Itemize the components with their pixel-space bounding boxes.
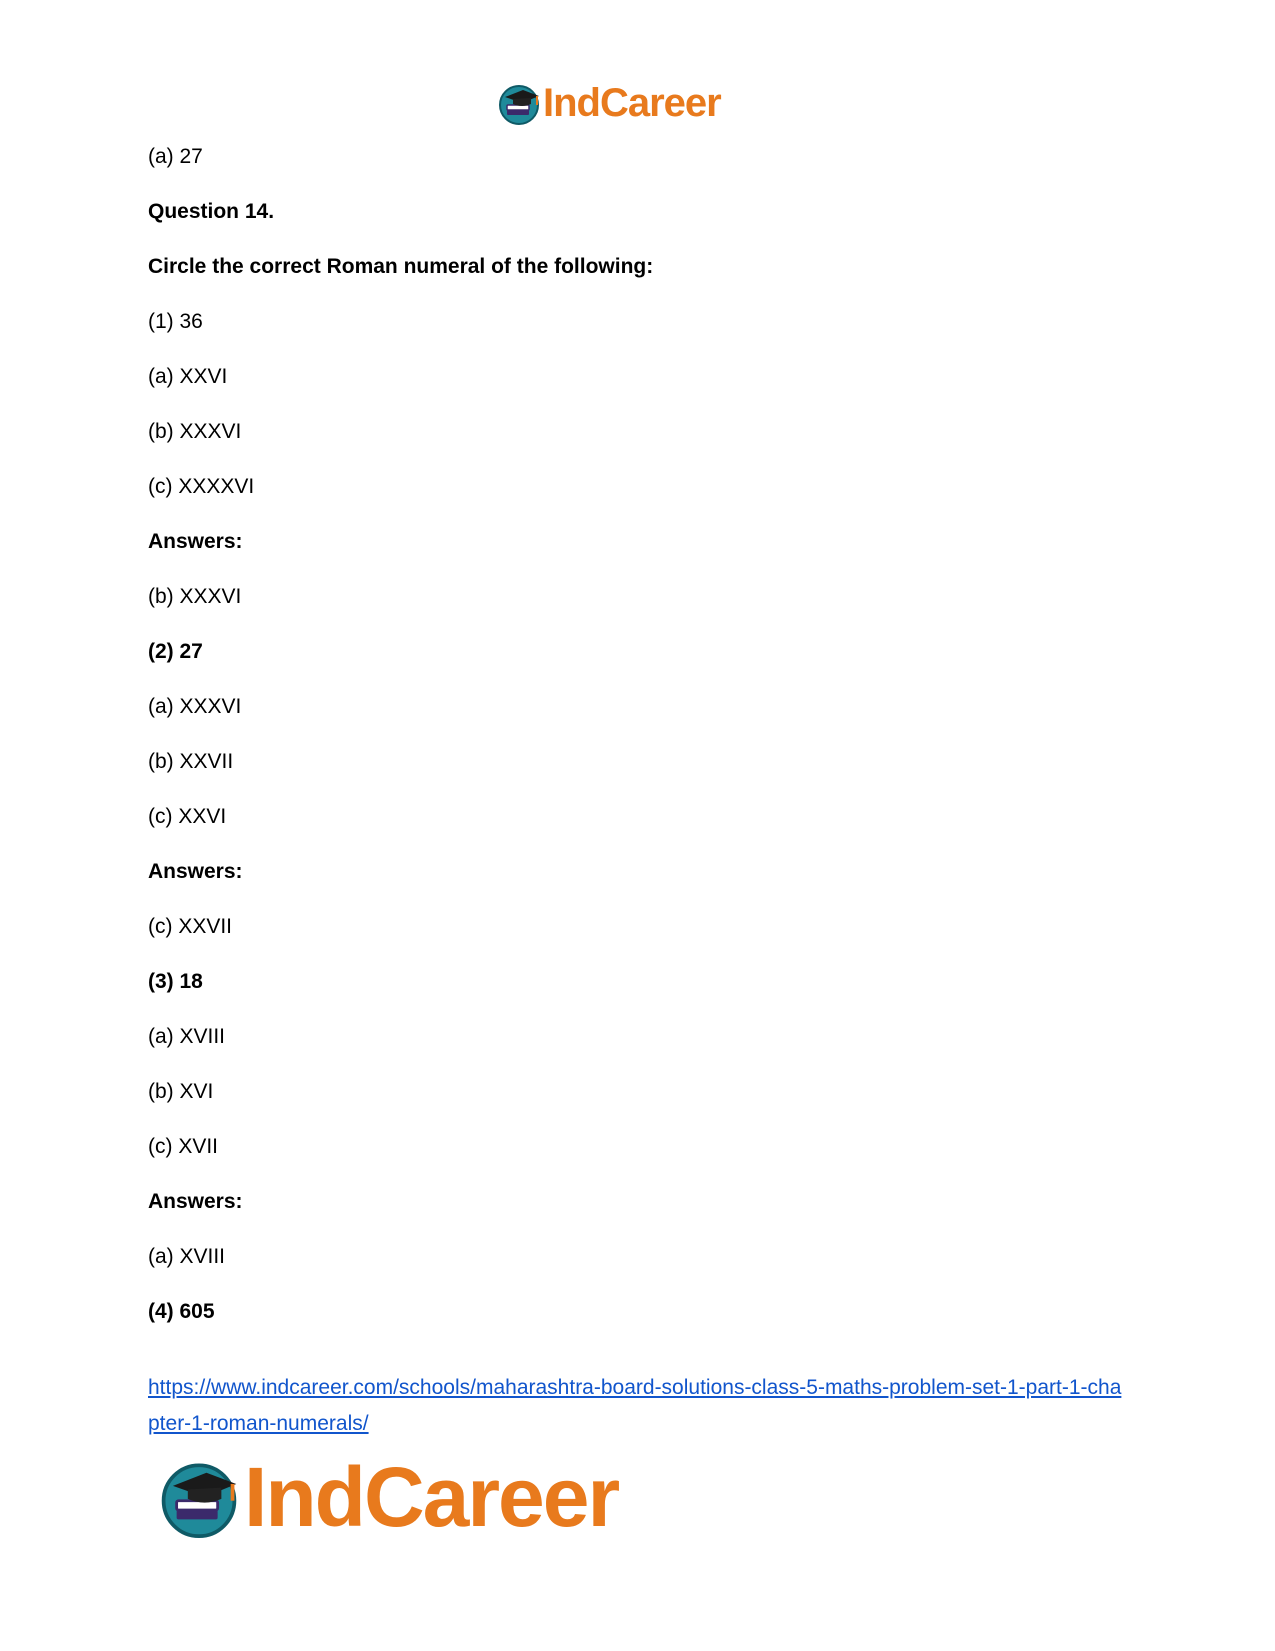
text-line: (a) XXVI (148, 365, 228, 388)
text-line: (b) XXXVI (148, 585, 242, 608)
text-line: (a) 27 (148, 145, 203, 168)
text-line: (a) XVIII (148, 1025, 226, 1048)
text-line: (a) XXXVI (148, 695, 242, 718)
source-link[interactable]: https://www.indcareer.com/schools/maharashtra-board-solutions-class-5-maths-problem-set-1-part-1-chapter-1-roman-numerals/ (148, 1376, 1122, 1435)
heading-line: Answers: (148, 1190, 243, 1213)
footer-logo-text: IndCareer (244, 1449, 619, 1544)
footer-logo (158, 1449, 619, 1544)
text-line: (b) XVI (148, 1080, 214, 1103)
heading-line: (3) 18 (148, 970, 203, 993)
text-line: (b) XXXVI (148, 420, 242, 443)
heading-line: Answers: (148, 530, 243, 553)
text-line: (1) 36 (148, 310, 203, 333)
text-line: (c) XXXXVI (148, 475, 255, 498)
heading-line: Question 14. (148, 200, 275, 223)
graduation-cap-book-icon (497, 81, 541, 125)
heading-line: Answers: (148, 860, 243, 883)
text-line: (a) XVIII (148, 1245, 226, 1268)
text-line: (c) XXVII (148, 915, 233, 938)
text-line: (c) XVII (148, 1135, 219, 1158)
header-logo (497, 78, 721, 128)
document-body (148, 145, 1128, 1355)
heading-line: Circle the correct Roman numeral of the following: (148, 255, 654, 278)
text-line: (c) XXVI (148, 805, 227, 828)
header-logo-text: IndCareer (543, 80, 721, 125)
heading-line: (2) 27 (148, 640, 203, 663)
text-line: (b) XXVII (148, 750, 234, 773)
graduation-cap-book-icon (158, 1456, 240, 1538)
heading-line: (4) 605 (148, 1300, 215, 1323)
